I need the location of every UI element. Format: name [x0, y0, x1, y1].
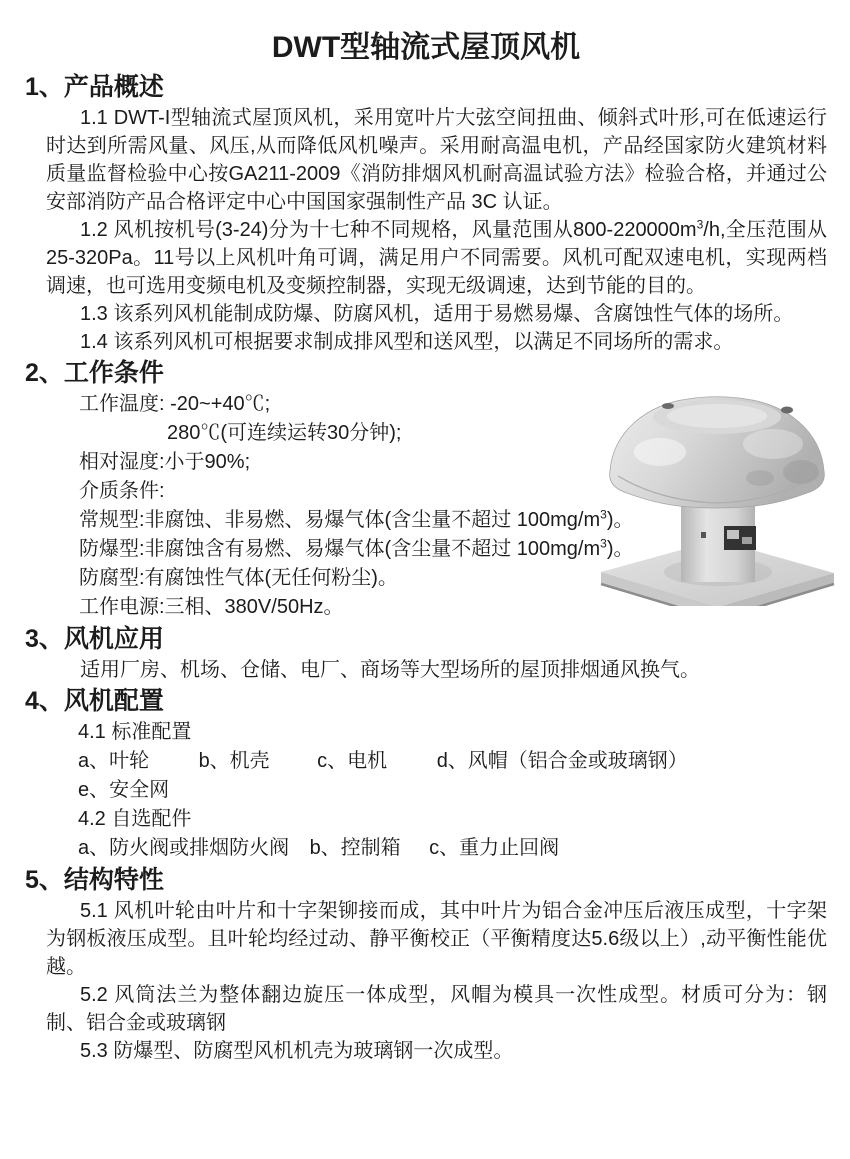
fan-cap-shade-right [783, 460, 819, 484]
condition-anticorrosion-type: 防腐型:有腐蚀性气体(无任何粉尘)。 [79, 567, 398, 589]
condition-medium-label: 介质条件: [79, 480, 165, 502]
cubic-meter-superscript: 3 [696, 217, 704, 232]
optional-config-items [78, 834, 827, 863]
section3-heading: 3、风机应用 [25, 625, 164, 653]
page-title: DWT型轴流式屋顶风机 [271, 31, 581, 64]
fan-cap-top-plate [667, 404, 767, 428]
fan-duct-mark [701, 532, 706, 538]
option-item-fire-damper: a、防火阀或排烟防火阀 [78, 837, 290, 859]
condition-normal-end: )。 [606, 509, 634, 531]
config-item-impeller: a、叶轮 [78, 750, 150, 772]
roof-fan-product-photo [588, 376, 846, 606]
config-item-hood: d、风帽（铝合金或玻璃钢） [436, 750, 688, 772]
condition-humidity: 相对湿度:小于90%; [79, 451, 251, 473]
cubic-meter-superscript: 3 [600, 536, 607, 551]
condition-normal-text: 常规型:非腐蚀、非易燃、易爆气体(含尘量不超过 100mg/m [79, 509, 601, 531]
paragraph-1-2-text-cont: /h,全压范围从25-320Pa。11号以上风机叶角可调，满足用户不同需要。风机可配双速电机，实现两档调速，也可选用变频电机及变频控制器，实现无级调速，达到节能的目的。 [46, 219, 827, 297]
section-fan-configuration [25, 684, 827, 863]
section-working-conditions [25, 356, 827, 622]
condition-exproof-text: 防爆型:非腐蚀含有易燃、易爆气体(含尘量不超过 100mg/m [79, 538, 601, 560]
option-item-check-valve: c、重力止回阀 [429, 837, 560, 859]
config-item-casing: b、机壳 [198, 750, 270, 772]
section5-body [46, 897, 827, 1065]
cubic-meter-superscript: 3 [600, 507, 607, 522]
paragraph-1-4: 1.4 该系列风机可根据要求制成排风型和送风型，以满足不同场所的需求。 [80, 331, 734, 353]
paragraph-1-2-text: 1.2 风机按机号(3-24)分为十七种不同规格，风量范围从800-220000m [80, 219, 697, 241]
working-conditions-wrap [25, 390, 827, 622]
fan-cap-highlight-right [743, 429, 803, 459]
fan-cap-highlight-left [634, 438, 686, 466]
roof-fan-illustration [588, 376, 846, 606]
paragraph-1-3: 1.3 该系列风机能制成防爆、防腐风机，适用于易燃易爆、含腐蚀性气体的场所。 [80, 303, 794, 325]
subheading-4-2: 4.2 自选配件 [78, 808, 192, 830]
condition-power-supply: 工作电源:三相、380V/50Hz。 [79, 596, 344, 618]
paragraph-1-1: 1.1 DWT-I型轴流式屋顶风机，采用宽叶片大弦空间扭曲、倾斜式叶形,可在低速运行时达到所需风量、风压,从而降低风机噪声。采用耐高温电机，产品经国家防火建筑材料质量监督检验中心按GA211-2009《消防排烟风机耐高温试验方法》检验合格，并通过公安部消防产品合格评定中心中国国家强制性产品 3C 认证。 [46, 107, 827, 213]
config-item-safety-net: e、安全网 [78, 779, 170, 801]
subheading-4-1: 4.1 标准配置 [78, 721, 192, 743]
section-structural-features [25, 863, 827, 1065]
condition-temperature: 工作温度: -20~+40℃; [79, 393, 271, 415]
section-fan-application [25, 622, 827, 684]
option-item-control-box: b、控制箱 [309, 837, 401, 859]
section2-heading: 2、工作条件 [25, 359, 164, 387]
section4-body [78, 718, 827, 863]
condition-temperature-cont: 280℃(可连续运转30分钟); [167, 422, 402, 444]
fan-cap-bolt-right [781, 407, 793, 414]
paragraph-3-1: 适用厂房、机场、仓储、电厂、商场等大型场所的屋顶排烟通风换气。 [80, 659, 700, 681]
paragraph-5-1: 5.1 风机叶轮由叶片和十字架铆接而成，其中叶片为铝合金冲压后液压成型，十字架为钢板液压成型。且叶轮均经过动、静平衡校正（平衡精度达5.6级以上）,动平衡性能优越。 [46, 900, 827, 978]
paragraph-1-2 [46, 216, 827, 300]
section-product-overview [25, 70, 827, 356]
fan-label-mark2 [742, 537, 752, 544]
fan-label-mark [727, 530, 739, 539]
config-item-motor: c、电机 [317, 750, 388, 772]
section5-heading: 5、结构特性 [25, 866, 164, 894]
fan-cap-bolt-left [662, 403, 674, 409]
section3-body [46, 656, 827, 684]
section4-heading: 4、风机配置 [25, 687, 164, 715]
paragraph-5-3: 5.3 防爆型、防腐型风机机壳为玻璃钢一次成型。 [80, 1040, 514, 1062]
section1-heading: 1、产品概述 [25, 73, 164, 101]
standard-config-items [78, 747, 827, 776]
condition-exproof-end: )。 [606, 538, 634, 560]
fan-cap-shade-mid [746, 470, 774, 486]
paragraph-5-2: 5.2 风筒法兰为整体翻边旋压一体成型，风帽为模具一次性成型。材质可分为：钢制、铝合金或玻璃钢 [46, 984, 827, 1034]
section1-body [46, 104, 827, 356]
